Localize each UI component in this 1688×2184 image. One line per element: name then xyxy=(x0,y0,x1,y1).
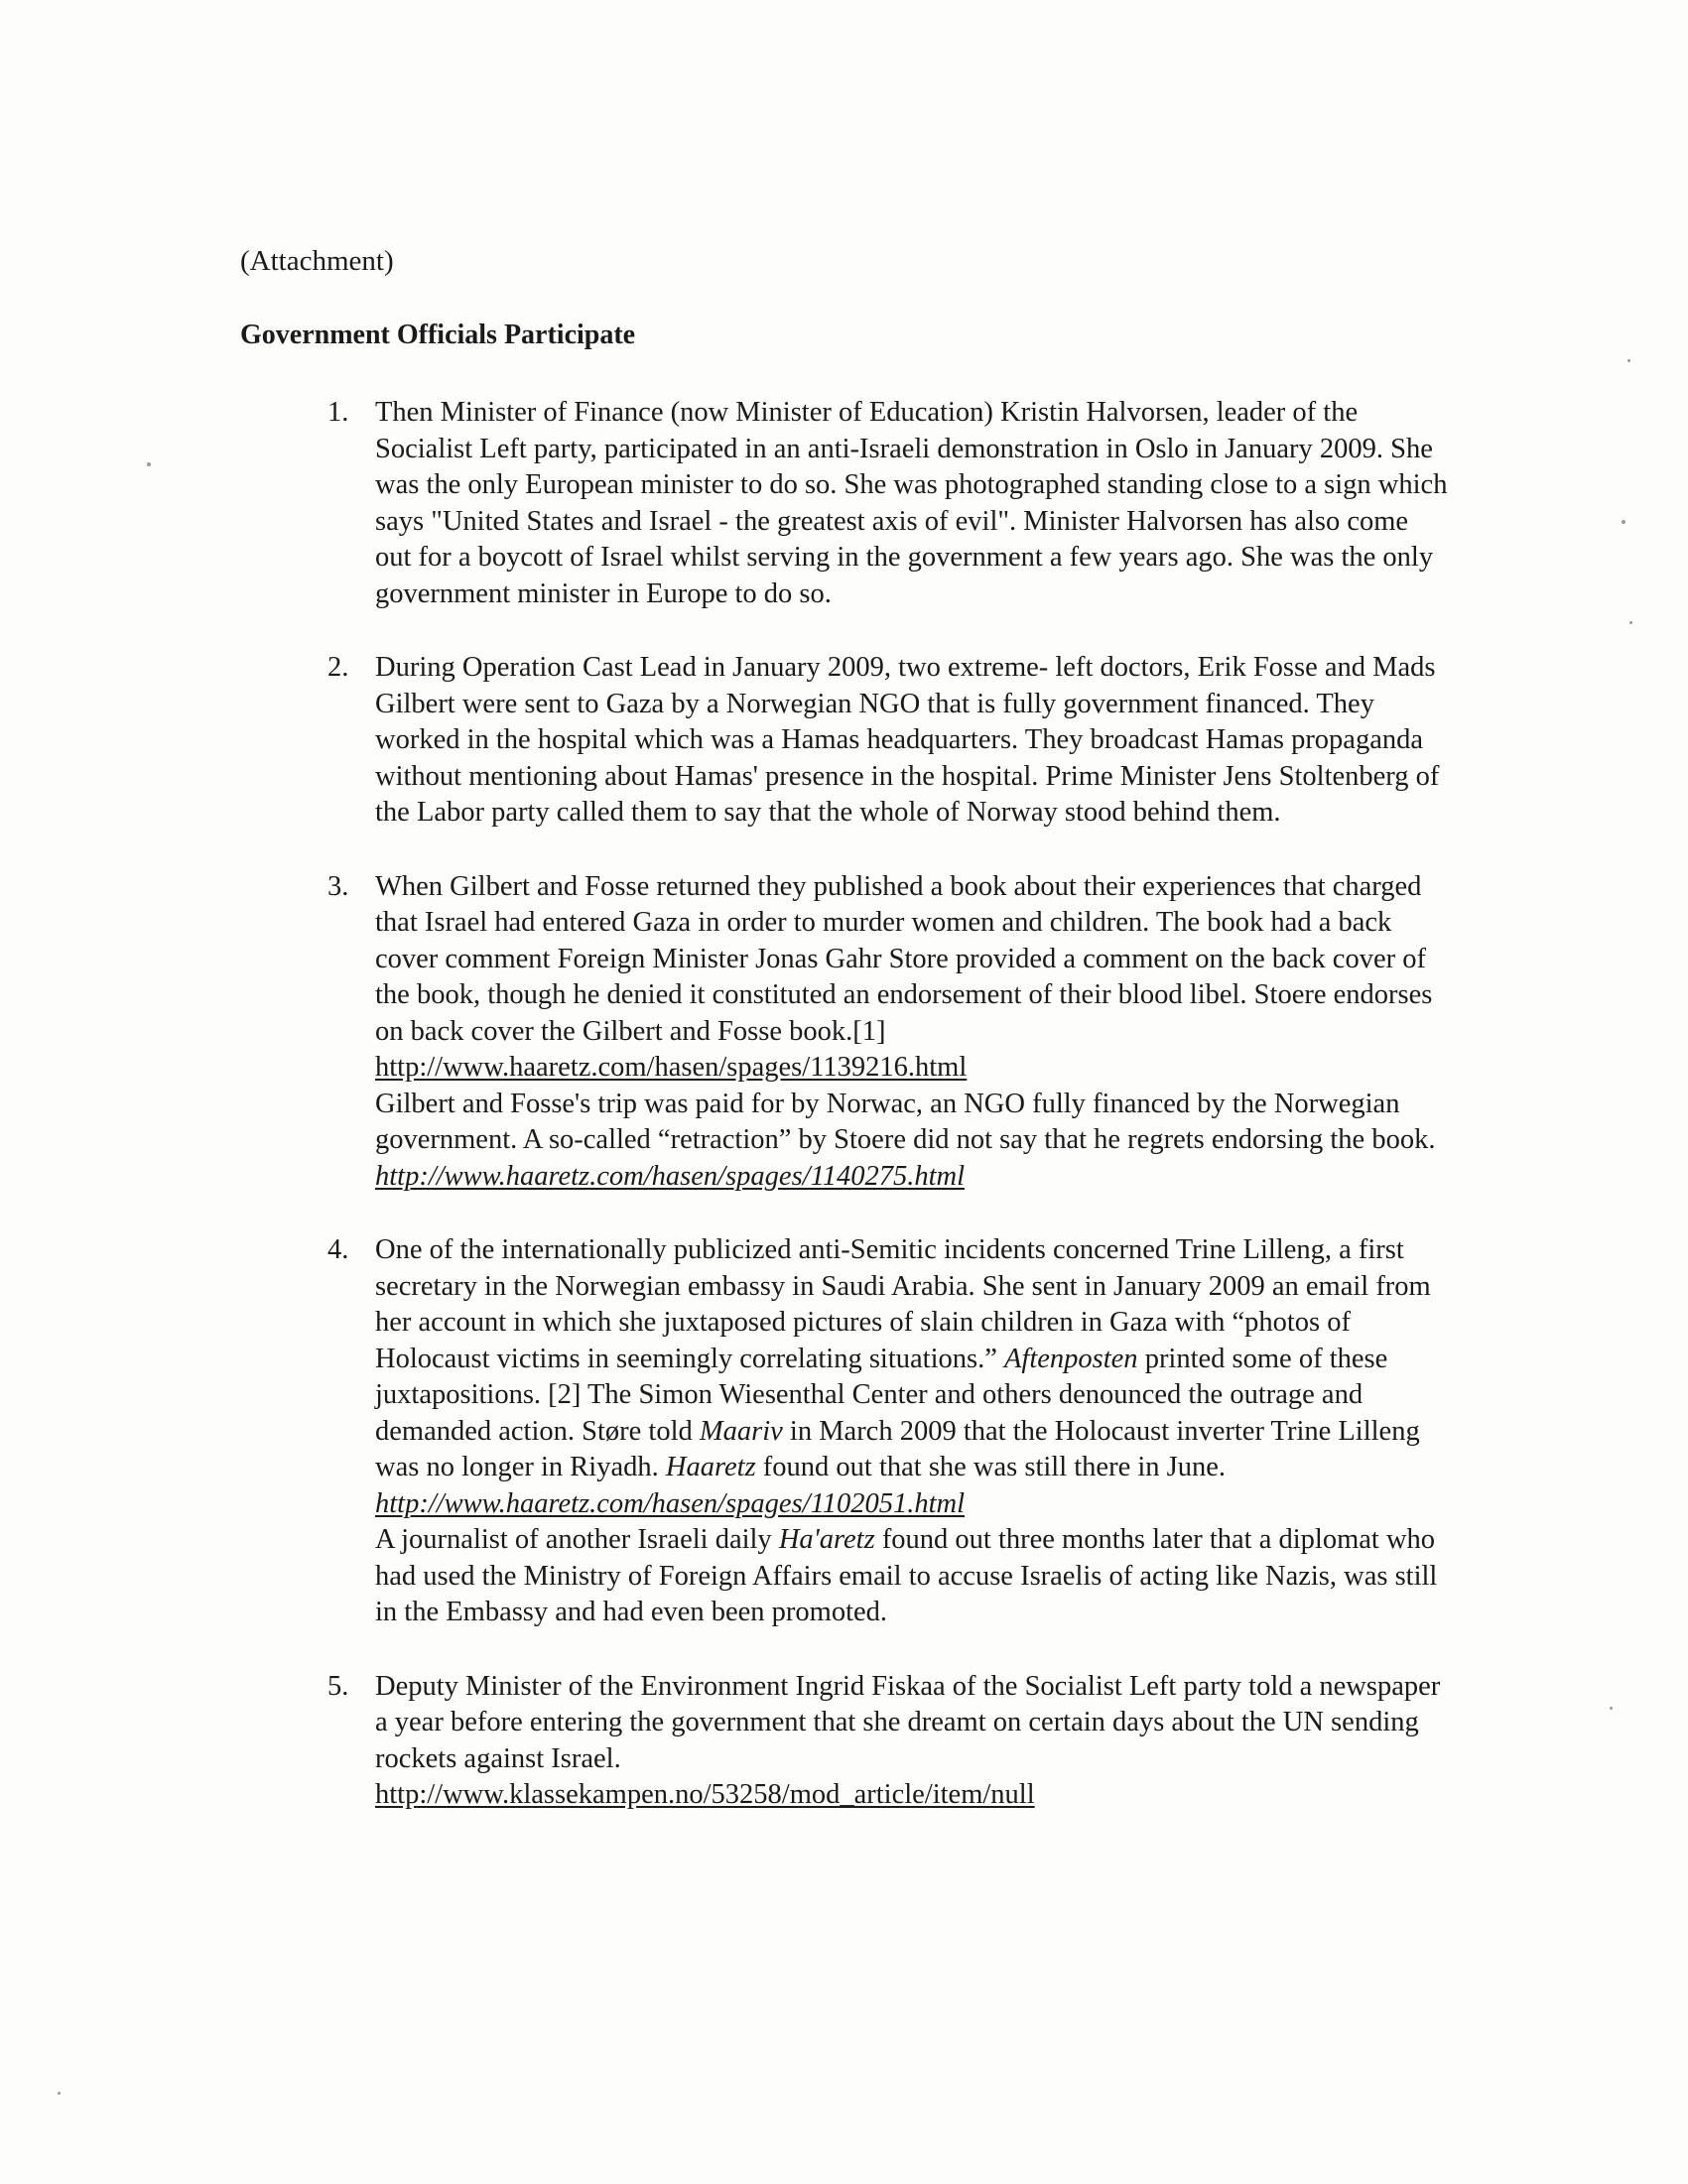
footnote-ref: [1] xyxy=(852,1015,886,1047)
item-number: 2. xyxy=(327,652,349,683)
item-number: 5. xyxy=(327,1670,349,1702)
item-text: in March 2009 that the Holocaust inverter Trine Lilleng was no longer in Riyadh. xyxy=(375,1415,1420,1482)
item-text: printed some of these juxtapositions. [2] The Simon Wiesenthal Center and others denounced the outrage and demanded action. Støre told xyxy=(375,1343,1388,1447)
list-item-5 xyxy=(320,1669,1451,1814)
item-text: During Operation Cast Lead in January 2009, two extreme- left doctors, Erik Fosse and Mads Gilbert were sent to Gaza by a Norwegian NGO that is fully government financed. They worked in the hospital which was a Hamas headquarters. They broadcast Hamas propaganda without mentioning about Hamas' presence in the hospital. Prime Minister Jens Stoltenberg of the Labor party called them to say that the whole of Norway stood behind them. xyxy=(375,652,1440,828)
list-item-2 xyxy=(320,650,1451,832)
item-text: A journalist of another Israeli daily xyxy=(375,1524,772,1555)
scan-speck xyxy=(1622,520,1625,524)
newspaper-name: Haaretz xyxy=(665,1452,756,1482)
scan-speck xyxy=(147,462,151,466)
section-heading: Government Officials Participate xyxy=(240,320,636,350)
item-number: 3. xyxy=(327,870,349,902)
item-text: One of the internationally publicized anti-Semitic incidents concerned Trine Lilleng, a first secretary in the Norwegian embassy in Saudi Arabia. She sent in January 2009 an email from her account in which she juxtaposed pictures of slain children in Gaza with “photos of Holocaust victims in seemingly correlating situations.” xyxy=(375,1234,1431,1374)
item-text-continued xyxy=(375,1522,1451,1631)
scan-speck xyxy=(58,2092,61,2095)
numbered-list xyxy=(320,395,1451,1814)
item-text: Then Minister of Finance (now Minister of Education) Kristin Halvorsen, leader of the Socialist Left party, participated in an anti-Israeli demonstration in Oslo in January 2009. She was the only European minister to do so. She was photographed standing close to a sign which says "United States and Israel - the greatest axis of evil". Minister Halvorsen has also come out for a boycott of Israel whilst serving in the government a few years ago. She was the only government minister in Europe to do so. xyxy=(375,397,1448,609)
item-text: found out that she was still there in June. xyxy=(762,1452,1227,1482)
item-text-continued xyxy=(375,1087,1451,1196)
item-text: When Gilbert and Fosse returned they published a book about their experiences that charged that Israel had entered Gaza in order to murder women and children. The book had a back cover comment Foreign Minister Jonas Gahr Store provided a comment on the back cover of the book, though he denied it constituted an endorsement of their blood libel. Stoere endorses on back cover the Gilbert and Fosse book. xyxy=(375,870,1433,1047)
haaretz-link[interactable]: http://www.haaretz.com/hasen/spages/1139216.html xyxy=(375,1052,968,1083)
haaretz-link[interactable]: http://www.haaretz.com/hasen/spages/1140275.html xyxy=(375,1160,966,1192)
item-text: found out three months later that a diplomat who had used the Ministry of Foreign Affairs email to accuse Israelis of acting like Nazis, was still in the Embassy and had even been promoted. xyxy=(375,1524,1438,1627)
item-number: 1. xyxy=(327,397,349,428)
list-item-1 xyxy=(320,395,1451,612)
item-text: Deputy Minister of the Environment Ingrid Fiskaa of the Socialist Left party told a newspaper a year before entering the government that she dreamt on certain days about the UN sending rockets against Israel. xyxy=(375,1670,1441,1774)
list-item-4 xyxy=(320,1232,1451,1631)
scan-speck xyxy=(1610,1707,1613,1710)
item-number: 4. xyxy=(327,1234,349,1265)
haaretz-link[interactable]: http://www.haaretz.com/hasen/spages/1102051.html xyxy=(375,1487,966,1519)
klassekampen-link[interactable]: http://www.klassekampen.no/53258/mod_article/item/null xyxy=(375,1779,1035,1810)
newspaper-name: Aftenposten xyxy=(1004,1343,1138,1374)
list-item-3 xyxy=(320,869,1451,1196)
attachment-label: (Attachment) xyxy=(240,245,394,277)
newspaper-name: Maariv xyxy=(699,1415,783,1447)
item-text: Gilbert and Fosse's trip was paid for by Norwac, an NGO fully financed by the Norwegian government. A so-called “retraction” by Stoere did not say that he regrets endorsing the book. xyxy=(375,1088,1436,1155)
scan-speck xyxy=(1629,621,1632,624)
scan-speck xyxy=(1627,359,1630,362)
newspaper-name: Ha'aretz xyxy=(778,1524,875,1555)
